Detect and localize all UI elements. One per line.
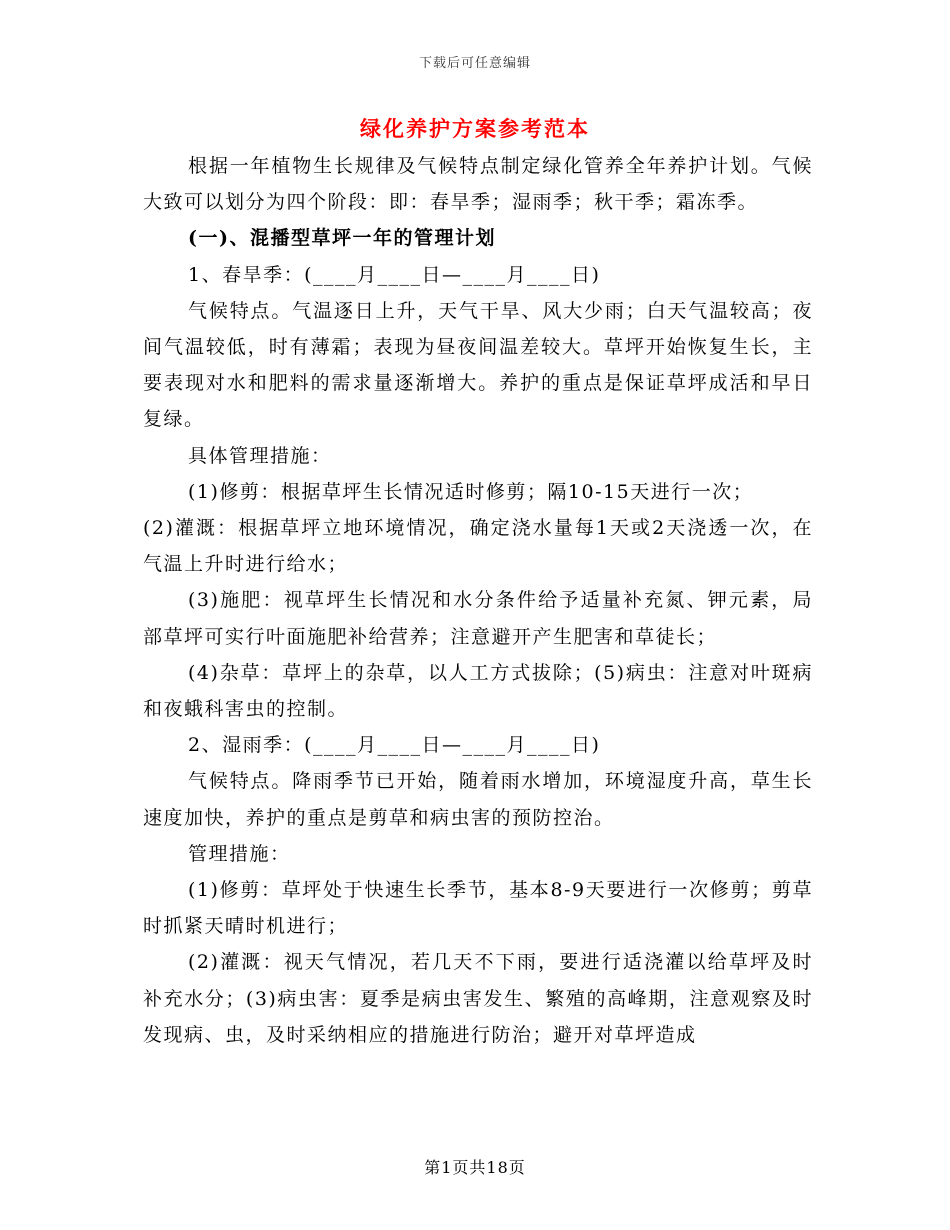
spring-climate-paragraph: 气候特点。气温逐日上升，天气干旱、风大少雨；白天气温较高；夜间气温较低，时有薄霜；表现为昼夜间温差较大。草坪开始恢复生长，主要表现对水和肥料的需求量逐渐增大。养护的重点是保证草坪成活和早日复绿。 (143, 299, 813, 431)
spring-measure-irrigation: (2)灌溉：根据草坪立地环境情况，确定浇水量每1天或2天浇透一次，在气温上升时进行给水； (143, 517, 813, 576)
header-note: 下载后可任意编辑 (418, 56, 531, 71)
spring-measure-fertilizing: (3)施肥：视草坪生长情况和水分条件给予适量补充氮、钾元素，局部草坪可实行叶面施肥补给营养；注意避开产生肥害和草徒长； (143, 589, 813, 648)
spring-measures-label: 具体管理措施： (188, 444, 332, 467)
section-heading: (一)、混播型草坪一年的管理计划 (188, 227, 496, 250)
rainy-measure-pruning: (1)修剪：草坪处于快速生长季节，基本8-9天要进行一次修剪；剪草时抓紧天晴时机进行； (143, 879, 813, 938)
rainy-measures-label: 管理措施： (188, 842, 291, 865)
rainy-measure-irrigation-pests: (2)灌溉：视天气情况，若几天不下雨，要进行适浇灌以给草坪及时补充水分；(3)病虫害：夏季是病虫害发生、繁殖的高峰期，注意观察及时发现病、虫，及时采纳相应的措施进行防治；避开对草坪造成 (143, 951, 813, 1046)
document-title: 绿化养护方案参考范本 (360, 116, 590, 141)
intro-paragraph: 根据一年植物生长规律及气候特点制定绿化管养全年养护计划。气候大致可以划分为四个阶段：即：春旱季；湿雨季；秋干季；霜冻季。 (143, 155, 813, 214)
rainy-climate-paragraph: 气候特点。降雨季节已开始，随着雨水增加，环境湿度升高，草生长速度加快，养护的重点是剪草和病虫害的预防控治。 (143, 770, 813, 829)
season-heading-spring: 1、春旱季：(____月____日—____月____日) (188, 263, 601, 286)
season-heading-rainy: 2、湿雨季：(____月____日—____月____日) (188, 734, 601, 757)
spring-measure-pruning: (1)修剪：根据草坪生长情况适时修剪；隔10-15天进行一次； (188, 480, 754, 503)
document-body (143, 148, 813, 1053)
spring-measure-weeds-pests: (4)杂草：草坪上的杂草，以人工方式拔除；(5)病虫：注意对叶斑病和夜蛾科害虫的控制。 (143, 661, 813, 721)
page-footer: 第1页共18页 (424, 1158, 526, 1177)
